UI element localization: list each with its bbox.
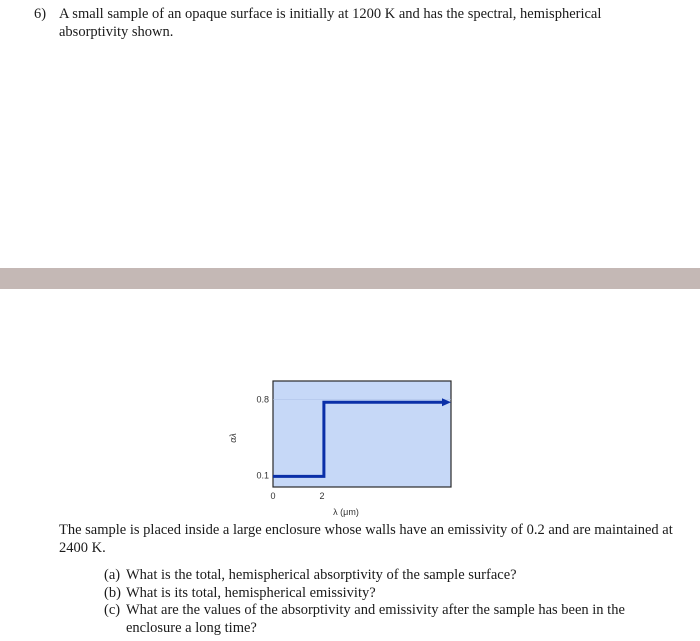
question-text: What is the total, hemispherical absorptivity of the sample surface? (126, 567, 517, 583)
question-label: (a) (104, 567, 121, 583)
divider-band (0, 268, 700, 289)
x-axis-label: λ (μm) (333, 507, 359, 517)
problem-header (34, 5, 674, 41)
question-text: What are the values of the absorptivity and emissivity after the sample has been in the enclosure a long time? (126, 602, 625, 636)
question-item (104, 585, 684, 603)
problem-statement: A small sample of an opaque surface is initially at 1200 K and has the spectral, hemispherical absorptivity shown. (59, 6, 602, 40)
question-list (104, 567, 684, 637)
x-tick-label-zero: 0 (270, 491, 276, 501)
question-label: (b) (104, 584, 121, 601)
enclosure-description: The sample is placed inside a large enclosure whose walls have an emissivity of 0.2 and are maintained at 2400 K. (59, 522, 673, 556)
y-tick-label-high: 0.8 (256, 394, 269, 405)
question-item (104, 602, 684, 637)
problem-number: 6) (34, 6, 47, 22)
absorptivity-chart (215, 370, 475, 520)
question-item (104, 567, 684, 585)
x-tick-label-two: 2 (319, 491, 325, 501)
plot-area (273, 381, 451, 487)
question-text: What is its total, hemispherical emissivity? (126, 584, 376, 601)
y-tick-label-low: 0.1 (256, 470, 269, 481)
y-axis-label: αλ (228, 433, 238, 443)
question-label: (c) (104, 602, 121, 618)
